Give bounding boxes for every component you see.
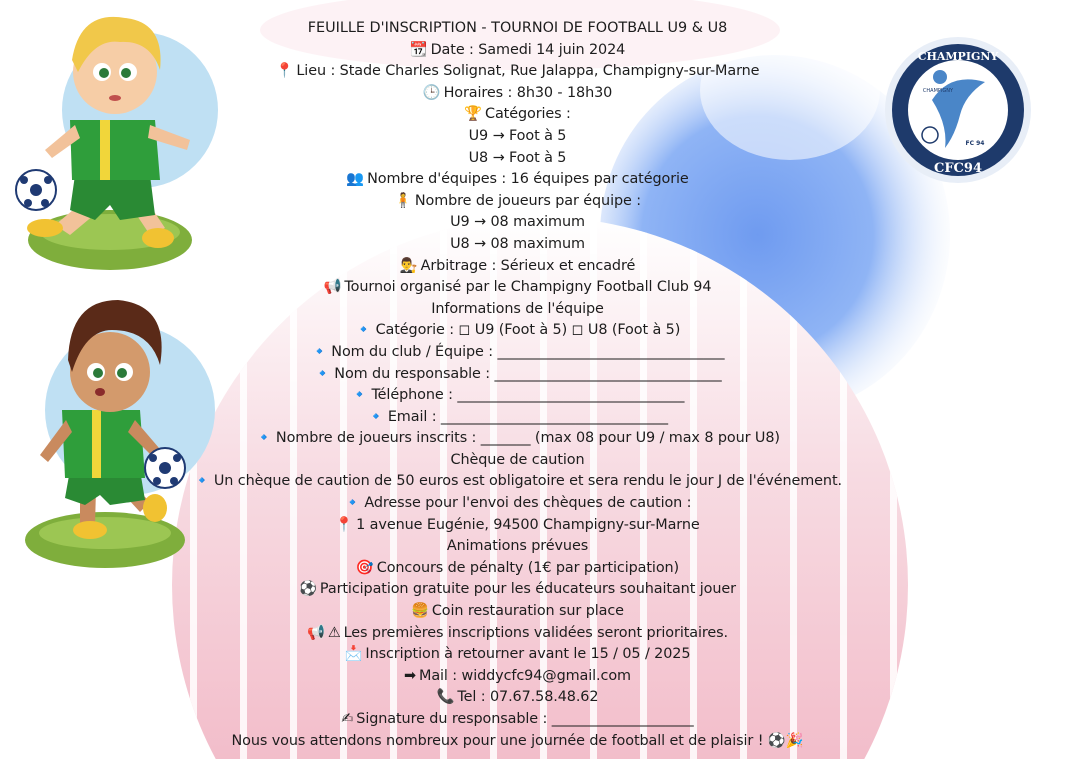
date-line: 📆 Date : Samedi 14 juin 2024 (150, 40, 885, 62)
deadline-line: 📩 Inscription à retourner avant le 15 / 05 / 2025 (150, 644, 885, 666)
hours-line: 🕒 Horaires : 8h30 - 18h30 (150, 83, 885, 105)
players-u8: U8 → 08 maximum (450, 235, 585, 252)
diamond-icon: 🔹 (354, 322, 373, 339)
calendar-icon: 📆 (409, 41, 428, 58)
mail-line: ➡ Mail : widdycfc94@gmail.com (150, 666, 885, 688)
pen-icon: ✍ (341, 711, 354, 727)
logo-inner-text: CHAMPIGNY (922, 88, 954, 94)
arrow-right-icon: ➡ (404, 667, 416, 684)
deposit-text: 🔹 Un chèque de caution de 50 euros est obligatoire et sera rendu le jour J de l'événement. (150, 471, 885, 493)
registered-players-field: 🔹 Nombre de joueurs inscrits : _______ (max 08 pour U9 / max 8 pour U8) (150, 428, 885, 450)
diamond-icon: 🔹 (310, 343, 329, 360)
phone-field: 🔹 Téléphone : ________________________________ (150, 385, 885, 407)
players-heading: 🧍 Nombre de joueurs par équipe : (150, 191, 885, 213)
clock-icon: 🕒 (422, 84, 441, 101)
form-title: FEUILLE D'INSCRIPTION - TOURNOI DE FOOTBALL U9 & U8 (307, 20, 728, 36)
closing-line: Nous vous attendons nombreux pour une journée de football et de plaisir ! ⚽🎉 (231, 732, 804, 749)
diamond-icon: 🔹 (343, 495, 362, 512)
category-u8: U8 → Foot à 5 (468, 149, 567, 166)
categories-heading: 🏆 Catégories : (150, 104, 885, 126)
organizer-line: 📢 Tournoi organisé par le Champigny Football Club 94 (150, 277, 885, 299)
warning-icon: ⚠ (327, 624, 341, 641)
target-icon: 🎯 (355, 559, 374, 576)
people-icon: 👥 (346, 171, 365, 188)
diamond-icon: 🔹 (350, 387, 369, 404)
educators-line: ⚽ Participation gratuite pour les éducateurs souhaitant jouer (150, 579, 885, 601)
pin-icon: 📍 (335, 516, 354, 533)
players-u9: U9 → 08 maximum (450, 214, 585, 231)
diamond-icon: 🔹 (366, 408, 385, 425)
club-logo (885, 37, 1031, 183)
signature-field: ✍ Signature du responsable : ____________________ (150, 709, 885, 731)
megaphone-icon: 📢 (323, 279, 342, 296)
logo-bottom-text: CFC94 (933, 161, 983, 176)
diamond-icon: 🔹 (313, 365, 332, 382)
club-name-field: 🔹 Nom du club / Équipe : ________________________________ (150, 342, 885, 364)
address-line: 📍 1 avenue Eugénie, 94500 Champigny-sur-Marne (150, 515, 885, 537)
megaphone-icon: 📢 (306, 624, 325, 641)
manager-name-field: 🔹 Nom du responsable : ________________________________ (150, 364, 885, 386)
soccer-ball-icon: ⚽ (767, 732, 786, 749)
teams-count-line: 👥 Nombre d'équipes : 16 équipes par catégorie (150, 169, 885, 191)
logo-top-text: CHAMPIGNY (917, 50, 999, 63)
logo-side-text: FC 94 (965, 140, 985, 147)
pin-icon: 📍 (275, 63, 294, 80)
diamond-icon: 🔹 (193, 473, 211, 490)
priority-line: 📢 ⚠ Les premières inscriptions validées seront prioritaires. (150, 623, 885, 645)
location-line: 📍 Lieu : Stade Charles Solignat, Rue Jalappa, Champigny-sur-Marne (150, 61, 885, 83)
referee-icon: 👨‍⚖️ (399, 257, 418, 274)
burger-icon: 🍔 (411, 603, 429, 620)
trophy-icon: 🏆 (464, 106, 483, 123)
phone-icon: 📞 (436, 689, 455, 706)
refereeing-line: 👨‍⚖️ Arbitrage : Sérieux et encadré (150, 256, 885, 278)
penalty-line: 🎯 Concours de pénalty (1€ par participation) (150, 558, 885, 580)
address-heading: 🔹 Adresse pour l'envoi des chèques de caution : (150, 493, 885, 515)
diamond-icon: 🔹 (255, 430, 273, 447)
registration-form (150, 18, 885, 752)
envelope-icon: 📩 (344, 646, 363, 663)
food-line: 🍔 Coin restauration sur place (150, 601, 885, 623)
party-icon: 🎉 (785, 732, 804, 749)
animations-heading: Animations prévues (446, 538, 589, 555)
email-field: 🔹 Email : ________________________________ (150, 407, 885, 429)
team-info-heading: Informations de l'équipe (431, 300, 604, 317)
deposit-heading: Chèque de caution (450, 451, 585, 468)
soccer-ball-icon: ⚽ (299, 581, 317, 598)
category-choice-line: 🔹 Catégorie : ◻ U9 (Foot à 5) ◻ U8 (Foot à 5) (150, 320, 885, 342)
player-icon: 🧍 (394, 192, 412, 209)
category-u9: U9 → Foot à 5 (468, 127, 567, 144)
tel-line: 📞 Tel : 07.67.58.48.62 (150, 687, 885, 709)
